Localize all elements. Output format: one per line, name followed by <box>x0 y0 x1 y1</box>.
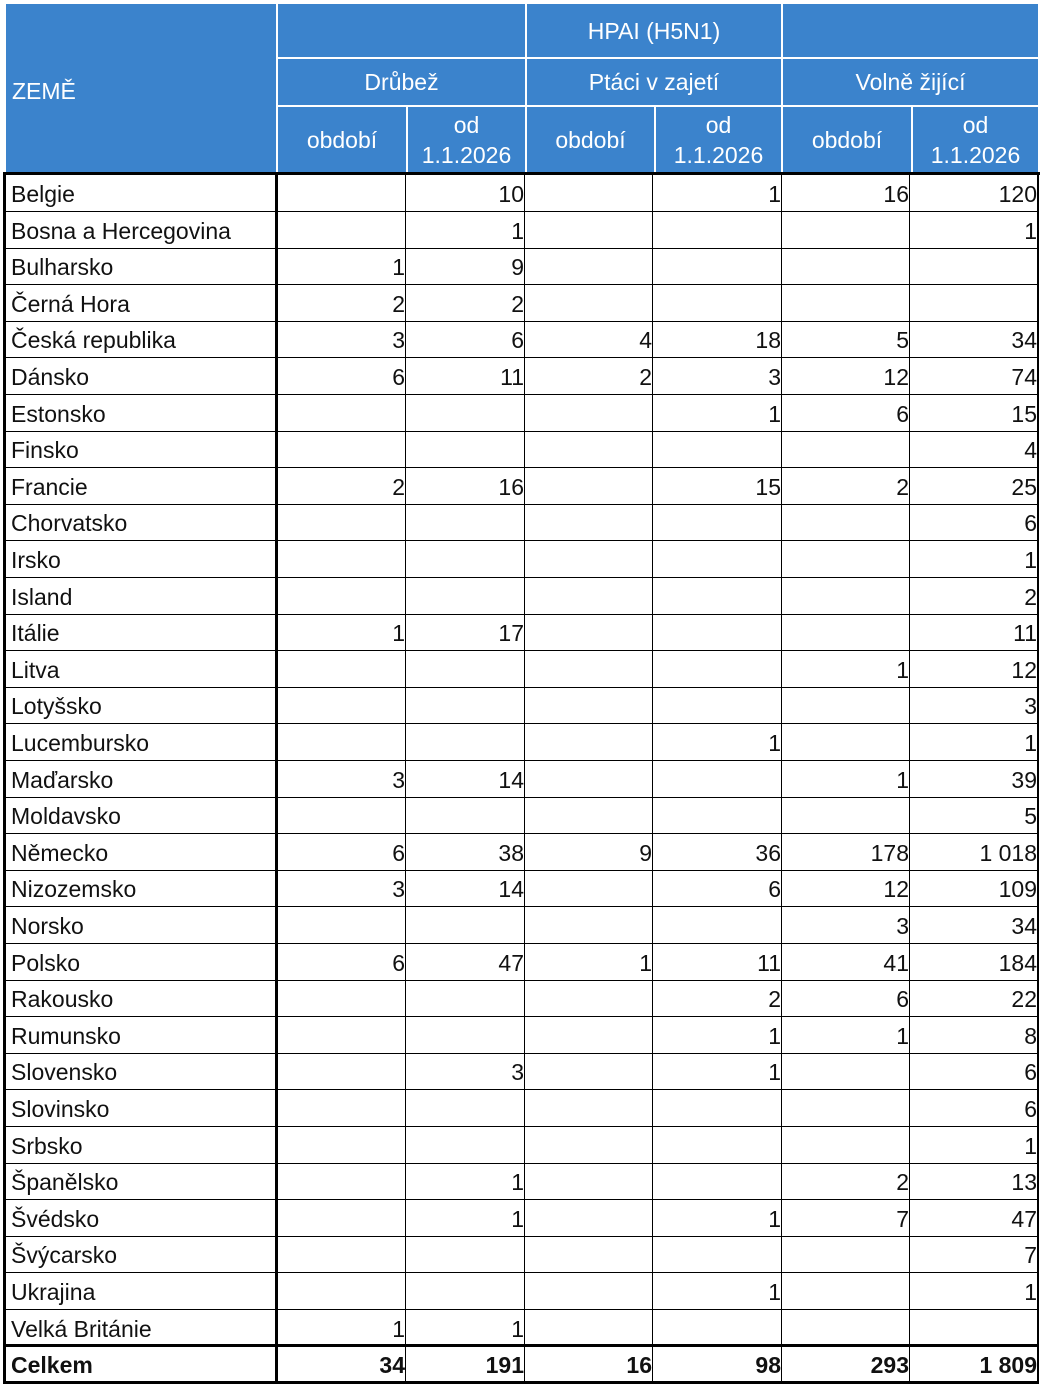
table-row <box>6 834 1039 871</box>
country-name: Velká Británie <box>6 1310 278 1347</box>
value-poultry-period <box>278 724 406 761</box>
value-captive-since: 1 <box>653 1273 782 1310</box>
value-poultry-since: 3 <box>406 1053 525 1090</box>
table-row <box>6 358 1039 395</box>
value-poultry-since: 14 <box>406 761 525 798</box>
country-name: Srbsko <box>6 1127 278 1164</box>
value-captive-since <box>653 797 782 834</box>
country-name: Švédsko <box>6 1200 278 1237</box>
value-poultry-period <box>278 980 406 1017</box>
value-wild-period: 1 <box>782 1017 910 1054</box>
value-wild-since: 6 <box>910 504 1039 541</box>
value-captive-since <box>653 687 782 724</box>
value-poultry-period <box>278 1053 406 1090</box>
country-name: Estonsko <box>6 395 278 432</box>
country-name: Irsko <box>6 541 278 578</box>
value-captive-since: 1 <box>653 175 782 212</box>
subheader-label: 1.1.2026 <box>421 141 512 168</box>
table-row <box>6 285 1039 322</box>
table-row <box>6 1053 1039 1090</box>
value-poultry-period: 2 <box>278 285 406 322</box>
table-row <box>6 212 1039 249</box>
value-captive-since: 1 <box>653 1053 782 1090</box>
value-poultry-since <box>406 1127 525 1164</box>
value-wild-since: 1 <box>910 1273 1039 1310</box>
value-wild-since: 1 809 <box>910 1344 1039 1384</box>
value-poultry-period <box>278 1200 406 1237</box>
value-poultry-since <box>406 797 525 834</box>
value-captive-period <box>525 687 653 724</box>
table-row <box>6 468 1039 505</box>
value-wild-since: 12 <box>910 651 1039 688</box>
value-wild-period <box>782 431 910 468</box>
country-name: Bulharsko <box>6 248 278 285</box>
value-poultry-since: 1 <box>406 1310 525 1347</box>
value-poultry-since <box>406 578 525 615</box>
value-wild-period: 5 <box>782 321 910 358</box>
value-captive-since <box>653 1163 782 1200</box>
hpai-group-header <box>525 2 783 59</box>
value-wild-period <box>782 614 910 651</box>
value-poultry-since <box>406 431 525 468</box>
value-poultry-period: 3 <box>278 870 406 907</box>
value-poultry-since <box>406 907 525 944</box>
value-poultry-period: 1 <box>278 1310 406 1347</box>
value-wild-period <box>782 1310 910 1347</box>
value-wild-since: 34 <box>910 907 1039 944</box>
value-captive-since: 11 <box>653 944 782 981</box>
value-captive-since: 15 <box>653 468 782 505</box>
table-row <box>6 175 1039 212</box>
value-captive-period <box>525 212 653 249</box>
table-row <box>6 1236 1039 1273</box>
value-wild-since <box>910 1310 1039 1347</box>
country-name: Litva <box>6 651 278 688</box>
header-blank-left <box>276 2 527 59</box>
country-name: Chorvatsko <box>6 504 278 541</box>
value-poultry-period <box>278 1127 406 1164</box>
category-header-wild <box>781 57 1040 107</box>
value-captive-period <box>525 248 653 285</box>
value-captive-period: 4 <box>525 321 653 358</box>
category-label: Ptáci v zajetí <box>588 69 720 95</box>
value-wild-since: 120 <box>910 175 1039 212</box>
table-row <box>6 907 1039 944</box>
value-wild-since: 34 <box>910 321 1039 358</box>
value-wild-since: 1 <box>910 212 1039 249</box>
value-poultry-since <box>406 541 525 578</box>
value-wild-since: 13 <box>910 1163 1039 1200</box>
table-row <box>6 578 1039 615</box>
country-name: Island <box>6 578 278 615</box>
value-captive-period <box>525 1053 653 1090</box>
table-row <box>6 1310 1039 1347</box>
value-wild-period: 12 <box>782 358 910 395</box>
value-captive-period <box>525 1127 653 1164</box>
table-row <box>6 1017 1039 1054</box>
value-poultry-since: 47 <box>406 944 525 981</box>
value-captive-since: 1 <box>653 1017 782 1054</box>
value-captive-period <box>525 578 653 615</box>
value-captive-since <box>653 651 782 688</box>
value-captive-since <box>653 248 782 285</box>
table-row <box>6 761 1039 798</box>
country-name: Černá Hora <box>6 285 278 322</box>
value-poultry-since <box>406 980 525 1017</box>
country-name: Rumunsko <box>6 1017 278 1054</box>
country-name: Německo <box>6 834 278 871</box>
value-captive-period <box>525 980 653 1017</box>
value-captive-period <box>525 1310 653 1347</box>
value-captive-since <box>653 1310 782 1347</box>
country-name: Dánsko <box>6 358 278 395</box>
table-row <box>6 1163 1039 1200</box>
value-wild-since: 4 <box>910 431 1039 468</box>
value-wild-period <box>782 1053 910 1090</box>
value-wild-period <box>782 1273 910 1310</box>
country-name: Lotyšsko <box>6 687 278 724</box>
value-wild-period: 41 <box>782 944 910 981</box>
value-wild-period <box>782 578 910 615</box>
table-row <box>6 541 1039 578</box>
value-captive-since <box>653 541 782 578</box>
subheader-label: období <box>811 126 883 153</box>
country-name: Norsko <box>6 907 278 944</box>
total-label: Celkem <box>6 1344 278 1384</box>
value-poultry-period <box>278 651 406 688</box>
country-name: Španělsko <box>6 1163 278 1200</box>
country-name: Maďarsko <box>6 761 278 798</box>
value-wild-period <box>782 541 910 578</box>
value-poultry-since <box>406 395 525 432</box>
value-captive-period <box>525 1163 653 1200</box>
subheader-label: od <box>453 111 480 138</box>
value-poultry-period <box>278 578 406 615</box>
value-captive-since <box>653 431 782 468</box>
value-captive-period <box>525 395 653 432</box>
value-wild-since: 1 018 <box>910 834 1039 871</box>
table-row <box>6 395 1039 432</box>
country-name: Lucembursko <box>6 724 278 761</box>
country-name: Itálie <box>6 614 278 651</box>
value-captive-since <box>653 504 782 541</box>
value-poultry-period <box>278 212 406 249</box>
value-captive-period <box>525 504 653 541</box>
value-captive-since <box>653 212 782 249</box>
table-row <box>6 1090 1039 1127</box>
value-wild-period <box>782 1090 910 1127</box>
value-captive-since: 98 <box>653 1344 782 1384</box>
value-poultry-period <box>278 1163 406 1200</box>
value-captive-period: 2 <box>525 358 653 395</box>
value-poultry-period: 3 <box>278 761 406 798</box>
value-poultry-since: 1 <box>406 212 525 249</box>
value-captive-since <box>653 285 782 322</box>
table-row <box>6 431 1039 468</box>
value-poultry-period: 6 <box>278 834 406 871</box>
value-wild-period: 2 <box>782 1163 910 1200</box>
value-captive-period <box>525 1017 653 1054</box>
value-poultry-period <box>278 797 406 834</box>
value-captive-period <box>525 431 653 468</box>
value-captive-period <box>525 1236 653 1273</box>
value-wild-period: 16 <box>782 175 910 212</box>
country-name: Belgie <box>6 175 278 212</box>
value-wild-period: 293 <box>782 1344 910 1384</box>
value-captive-period <box>525 907 653 944</box>
country-name: Francie <box>6 468 278 505</box>
value-wild-period <box>782 504 910 541</box>
value-captive-since <box>653 578 782 615</box>
table-row <box>6 724 1039 761</box>
value-wild-period <box>782 797 910 834</box>
value-poultry-since <box>406 1236 525 1273</box>
value-wild-period <box>782 724 910 761</box>
table-row <box>6 504 1039 541</box>
value-captive-period <box>525 1273 653 1310</box>
value-wild-since: 6 <box>910 1053 1039 1090</box>
value-captive-period <box>525 285 653 322</box>
value-captive-since <box>653 1127 782 1164</box>
value-wild-since: 74 <box>910 358 1039 395</box>
country-name: Česká republika <box>6 321 278 358</box>
value-poultry-since: 1 <box>406 1200 525 1237</box>
subheader-label: 1.1.2026 <box>673 141 764 168</box>
value-wild-since: 11 <box>910 614 1039 651</box>
value-captive-period: 1 <box>525 944 653 981</box>
subheader-since <box>654 105 783 174</box>
value-wild-since: 3 <box>910 687 1039 724</box>
country-name: Nizozemsko <box>6 870 278 907</box>
value-poultry-since: 38 <box>406 834 525 871</box>
country-name: Slovensko <box>6 1053 278 1090</box>
value-captive-period <box>525 175 653 212</box>
value-poultry-period: 1 <box>278 248 406 285</box>
value-wild-period: 7 <box>782 1200 910 1237</box>
value-poultry-period <box>278 1090 406 1127</box>
value-wild-since: 47 <box>910 1200 1039 1237</box>
value-poultry-period <box>278 541 406 578</box>
value-captive-since <box>653 1090 782 1127</box>
value-wild-since: 1 <box>910 1127 1039 1164</box>
value-wild-since: 5 <box>910 797 1039 834</box>
table-row <box>6 248 1039 285</box>
value-poultry-period: 2 <box>278 468 406 505</box>
value-captive-period <box>525 797 653 834</box>
value-poultry-period <box>278 1273 406 1310</box>
table-row <box>6 1273 1039 1310</box>
value-poultry-since: 1 <box>406 1163 525 1200</box>
country-column-label: ZEMĚ <box>12 78 76 104</box>
country-name: Ukrajina <box>6 1273 278 1310</box>
value-poultry-since <box>406 1273 525 1310</box>
value-wild-period: 2 <box>782 468 910 505</box>
value-poultry-since <box>406 724 525 761</box>
value-captive-since: 2 <box>653 980 782 1017</box>
value-wild-since: 109 <box>910 870 1039 907</box>
value-wild-period <box>782 248 910 285</box>
value-wild-since: 15 <box>910 395 1039 432</box>
country-name: Bosna a Hercegovina <box>6 212 278 249</box>
subheader-label: období <box>306 126 378 153</box>
value-poultry-since: 191 <box>406 1344 525 1384</box>
value-captive-period <box>525 541 653 578</box>
value-captive-since: 1 <box>653 724 782 761</box>
value-captive-period <box>525 1200 653 1237</box>
value-poultry-since: 17 <box>406 614 525 651</box>
value-poultry-since <box>406 651 525 688</box>
country-name: Švýcarsko <box>6 1236 278 1273</box>
value-wild-period: 12 <box>782 870 910 907</box>
value-poultry-since: 14 <box>406 870 525 907</box>
subheader-label: období <box>555 126 626 153</box>
total-row <box>6 1344 1039 1384</box>
value-poultry-since: 2 <box>406 285 525 322</box>
value-captive-period <box>525 870 653 907</box>
value-poultry-period <box>278 687 406 724</box>
value-captive-period <box>525 614 653 651</box>
table-row <box>6 1127 1039 1164</box>
value-wild-period: 6 <box>782 980 910 1017</box>
value-poultry-period <box>278 431 406 468</box>
subheader-period <box>525 105 656 174</box>
value-poultry-since: 6 <box>406 321 525 358</box>
table-row <box>6 321 1039 358</box>
subheader-label: 1.1.2026 <box>930 141 1021 168</box>
table-row <box>6 1200 1039 1237</box>
value-wild-since: 22 <box>910 980 1039 1017</box>
value-captive-period <box>525 651 653 688</box>
value-captive-since: 1 <box>653 1200 782 1237</box>
table-row <box>6 797 1039 834</box>
value-poultry-since: 9 <box>406 248 525 285</box>
value-captive-period <box>525 761 653 798</box>
value-poultry-since <box>406 504 525 541</box>
value-wild-period <box>782 285 910 322</box>
value-wild-since <box>910 285 1039 322</box>
subheader-period <box>276 105 408 174</box>
value-poultry-since: 11 <box>406 358 525 395</box>
value-poultry-since: 10 <box>406 175 525 212</box>
country-name: Polsko <box>6 944 278 981</box>
subheader-label: od <box>705 111 732 138</box>
subheader-since <box>406 105 527 174</box>
table-row <box>6 870 1039 907</box>
value-wild-period: 3 <box>782 907 910 944</box>
value-captive-since <box>653 614 782 651</box>
value-wild-period <box>782 1127 910 1164</box>
value-captive-since: 3 <box>653 358 782 395</box>
table-row <box>6 944 1039 981</box>
value-poultry-period: 1 <box>278 614 406 651</box>
value-poultry-period: 34 <box>278 1344 406 1384</box>
value-poultry-since: 16 <box>406 468 525 505</box>
value-wild-period: 1 <box>782 651 910 688</box>
value-captive-period <box>525 468 653 505</box>
value-wild-period: 6 <box>782 395 910 432</box>
table-row <box>6 614 1039 651</box>
value-captive-since: 6 <box>653 870 782 907</box>
value-captive-since <box>653 761 782 798</box>
value-wild-since: 184 <box>910 944 1039 981</box>
value-captive-since: 1 <box>653 395 782 432</box>
country-name: Finsko <box>6 431 278 468</box>
value-wild-period <box>782 1236 910 1273</box>
subheader-since <box>911 105 1040 174</box>
value-poultry-period: 6 <box>278 944 406 981</box>
country-name: Slovinsko <box>6 1090 278 1127</box>
value-wild-period <box>782 212 910 249</box>
value-poultry-period <box>278 1236 406 1273</box>
value-captive-since: 18 <box>653 321 782 358</box>
value-poultry-period <box>278 907 406 944</box>
value-poultry-period <box>278 395 406 432</box>
subheader-period <box>781 105 913 174</box>
country-name: Moldavsko <box>6 797 278 834</box>
value-captive-period: 16 <box>525 1344 653 1384</box>
value-wild-since: 39 <box>910 761 1039 798</box>
country-name: Rakousko <box>6 980 278 1017</box>
table-row <box>6 980 1039 1017</box>
value-poultry-since <box>406 1090 525 1127</box>
value-wild-since: 6 <box>910 1090 1039 1127</box>
value-wild-period: 1 <box>782 761 910 798</box>
value-poultry-period <box>278 1017 406 1054</box>
value-captive-period: 9 <box>525 834 653 871</box>
value-wild-since <box>910 248 1039 285</box>
category-header-poultry <box>276 57 527 107</box>
value-wild-period <box>782 687 910 724</box>
value-captive-since: 36 <box>653 834 782 871</box>
value-wild-since: 8 <box>910 1017 1039 1054</box>
value-captive-since <box>653 907 782 944</box>
value-poultry-period <box>278 504 406 541</box>
value-wild-since: 25 <box>910 468 1039 505</box>
category-label: Drůbež <box>364 69 439 95</box>
value-wild-since: 7 <box>910 1236 1039 1273</box>
value-poultry-period: 3 <box>278 321 406 358</box>
header-blank-right <box>781 2 1040 59</box>
category-label: Volně žijící <box>855 69 966 95</box>
hpai-group-label: HPAI (H5N1) <box>587 17 721 44</box>
value-wild-since: 2 <box>910 578 1039 615</box>
value-captive-period <box>525 724 653 761</box>
value-poultry-since <box>406 687 525 724</box>
value-wild-since: 1 <box>910 724 1039 761</box>
value-wild-since: 1 <box>910 541 1039 578</box>
table-row <box>6 687 1039 724</box>
value-poultry-since <box>406 1017 525 1054</box>
value-wild-period: 178 <box>782 834 910 871</box>
value-poultry-period: 6 <box>278 358 406 395</box>
country-column-header <box>4 2 278 174</box>
category-header-captive <box>525 57 783 107</box>
value-poultry-period <box>278 175 406 212</box>
table-row <box>6 651 1039 688</box>
subheader-label: od <box>962 111 989 138</box>
value-captive-since <box>653 1236 782 1273</box>
value-captive-period <box>525 1090 653 1127</box>
